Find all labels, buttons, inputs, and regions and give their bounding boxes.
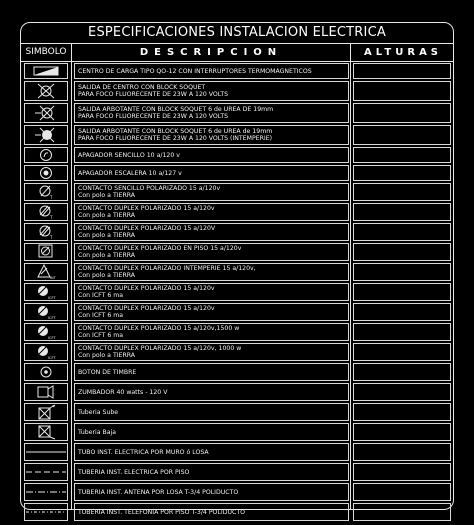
panel-icon <box>24 63 68 79</box>
description-line: Con ICFT 6 ma <box>78 332 124 339</box>
row-description <box>74 303 349 321</box>
receptacle-gfci-icon <box>24 303 68 321</box>
receptacle-single-icon <box>24 183 68 201</box>
row-description <box>74 203 349 221</box>
description-line: PARA FOCO FLUORECENTE DE 23W A 120 VOLTS <box>78 113 229 120</box>
description-line: Con ICFT 6 ma <box>78 292 124 299</box>
row-height-cell <box>353 243 451 261</box>
description-line: CONTACTO DUPLEX POLARIZADO EN PISO 15 a/120v <box>78 245 242 252</box>
receptacle-gfci-icon <box>24 283 68 301</box>
row-height-cell <box>353 81 451 101</box>
description-line: Con polo a TIERRA <box>78 192 136 199</box>
description-line: Con polo a TIERRA <box>78 252 136 259</box>
table-row <box>21 243 453 261</box>
page-title: ESPECIFICACIONES INSTALACION ELECTRICA <box>88 25 386 40</box>
header-divider <box>21 61 453 62</box>
table-row <box>21 165 453 181</box>
table-row <box>21 463 453 481</box>
row-description <box>74 263 349 281</box>
row-height-cell <box>353 63 451 79</box>
header-description: DESCRIPCION <box>139 47 283 58</box>
table-row <box>21 283 453 301</box>
description-line: TUBERIA INST. TELEFONIA POR PISO T-3/4 POLIDUCTO <box>78 508 245 516</box>
description-line: CONTACTO DUPLEX POLARIZADO 15 a/120v <box>78 205 215 212</box>
table-row <box>21 443 453 461</box>
row-description <box>74 63 349 79</box>
row-height-cell <box>353 463 451 481</box>
header-heights: ALTURAS <box>363 47 443 58</box>
row-height-cell <box>353 103 451 123</box>
svg-text:ICFT: ICFT <box>48 296 56 300</box>
row-height-cell <box>353 283 451 301</box>
svg-text:T: T <box>50 235 53 240</box>
row-description <box>74 183 349 201</box>
receptacle-weather-icon <box>24 263 68 281</box>
table-row <box>21 223 453 241</box>
description-line: Con polo a TIERRA <box>78 232 136 239</box>
row-description <box>74 403 349 421</box>
row-description <box>74 165 349 181</box>
description-line: TUBERIA INST. ANTENA POR LOSA T-3/4 POLIDUCTO <box>78 488 239 496</box>
description-line: PARA FOCO FLUORECENTE DE 23W A 120 VOLTS <box>78 91 229 98</box>
description-line: CONTACTO DUPLEX POLARIZADO 15 a/120v <box>78 285 215 292</box>
description-line: CONTACTO SENCILLO POLARIZADO 15 a/120v <box>78 185 221 192</box>
description-line: CONTACTO DUPLEX POLARIZADO 15 a/120v <box>78 305 215 312</box>
row-height-cell <box>353 343 451 361</box>
row-height-cell <box>353 303 451 321</box>
receptacle-gfci-icon <box>24 343 68 361</box>
row-description <box>74 125 349 145</box>
row-height-cell <box>353 383 451 401</box>
switch-stair-icon <box>24 165 68 181</box>
receptacle-duplex-icon <box>24 203 68 221</box>
row-description <box>74 443 349 461</box>
svg-text:T: T <box>50 195 53 200</box>
description-line: SALIDA ARBOTANTE CON BLOCK SOQUET 6 de UREA DE 19mm <box>78 106 274 113</box>
row-description <box>74 223 349 241</box>
row-height-cell <box>353 125 451 145</box>
table-row <box>21 343 453 361</box>
table-row <box>21 323 453 341</box>
description-line: CENTRO DE CARGA TIPO QO-12 CON INTERRUPTORES TERMOMAGNETICOS <box>78 67 312 75</box>
table-row <box>21 383 453 401</box>
row-height-cell <box>353 443 451 461</box>
table-row <box>21 503 453 521</box>
row-height-cell <box>353 403 451 421</box>
table-row <box>21 183 453 201</box>
row-height-cell <box>353 165 451 181</box>
ceiling-outlet-icon <box>24 81 68 101</box>
table-row <box>21 363 453 381</box>
table-row <box>21 483 453 501</box>
table-row <box>21 63 453 79</box>
description-line: CONTACTO DUPLEX POLARIZADO INTEMPERIE 15 a/120v, <box>78 265 256 272</box>
row-description <box>74 423 349 441</box>
row-height-cell <box>353 203 451 221</box>
table-row <box>21 403 453 421</box>
row-height-cell <box>353 503 451 521</box>
table-row <box>21 303 453 321</box>
line-dashdot-icon <box>24 483 68 501</box>
row-description <box>74 343 349 361</box>
buzzer-icon <box>24 383 68 401</box>
row-description <box>74 503 349 521</box>
riser-down-icon <box>24 423 68 441</box>
wall-outlet-icon <box>24 103 68 123</box>
description-line: TUBERIA INST. ELECTRICA POR PISO <box>78 468 190 476</box>
switch-single-icon <box>24 147 68 163</box>
row-height-cell <box>353 223 451 241</box>
header-symbol: SIMBOLO <box>25 47 67 57</box>
description-line: CONTACTO DUPLEX POLARIZADO 15 a/120V <box>78 225 216 232</box>
table-row <box>21 147 453 163</box>
row-description <box>74 363 349 381</box>
row-height-cell <box>353 263 451 281</box>
row-description <box>74 483 349 501</box>
description-line: BOTON DE TIMBRE <box>78 368 137 376</box>
description-line: Tuberia Sube <box>78 408 119 416</box>
row-height-cell <box>353 483 451 501</box>
description-line: Con ICFT 6 ma <box>78 312 124 319</box>
svg-text:ICFT: ICFT <box>48 356 56 360</box>
row-height-cell <box>353 147 451 163</box>
svg-text:ICFT: ICFT <box>48 316 56 320</box>
row-description <box>74 323 349 341</box>
table-row <box>21 263 453 281</box>
row-height-cell <box>353 183 451 201</box>
row-description <box>74 147 349 163</box>
description-line: CONTACTO DUPLEX POLARIZADO 15 a/120v,1500 w <box>78 325 240 332</box>
row-description <box>74 81 349 101</box>
row-description <box>74 103 349 123</box>
receptacle-duplex-icon <box>24 223 68 241</box>
row-description <box>74 283 349 301</box>
description-line: PARA FOCO FLUORECENTE DE 23W A 120 VOLTS (INTEMPERIE) <box>78 135 273 142</box>
svg-text:INT: INT <box>50 276 56 280</box>
description-line: APAGADOR ESCALERA 10 a/127 v <box>78 169 182 177</box>
receptacle-floor-icon <box>24 243 68 261</box>
table-row <box>21 103 453 123</box>
table-row <box>21 81 453 101</box>
description-line: TUBO INST. ELECTRICA POR MURO ó LOSA <box>78 448 209 456</box>
description-line: ZUMBADOR 40 watts - 120 V <box>78 388 168 396</box>
spec-sheet <box>20 22 454 516</box>
row-description <box>74 463 349 481</box>
svg-text:T: T <box>50 215 53 220</box>
description-line: APAGADOR SENCILLO 10 a/120 v <box>78 151 180 159</box>
line-solid-icon <box>24 443 68 461</box>
row-description <box>74 243 349 261</box>
description-line: CONTACTO DUPLEX POLARIZADO 15 a/120v, 1000 w <box>78 345 242 352</box>
description-line: Con polo a TIERRA <box>78 272 136 279</box>
svg-text:ICFT: ICFT <box>48 336 56 340</box>
row-description <box>74 383 349 401</box>
riser-up-icon <box>24 403 68 421</box>
table-row <box>21 203 453 221</box>
wall-outlet-ext-icon <box>24 125 68 145</box>
table-row <box>21 125 453 145</box>
row-height-cell <box>353 363 451 381</box>
line-dotdash-icon <box>24 503 68 521</box>
table-row <box>21 423 453 441</box>
description-line: Tuberia Baja <box>78 428 117 436</box>
row-height-cell <box>353 323 451 341</box>
description-line: Con polo a TIERRA <box>78 352 136 359</box>
row-height-cell <box>353 423 451 441</box>
description-line: Con polo a TIERRA <box>78 212 136 219</box>
description-line: SALIDA ARBOTANTE CON BLOCK SOQUET 6 de UREA de 19mm <box>78 128 273 135</box>
receptacle-gfci-icon <box>24 323 68 341</box>
line-dashed-icon <box>24 463 68 481</box>
description-line: SALIDA DE CENTRO CON BLOCK SOQUET <box>78 84 206 91</box>
doorbell-button-icon <box>24 363 68 381</box>
